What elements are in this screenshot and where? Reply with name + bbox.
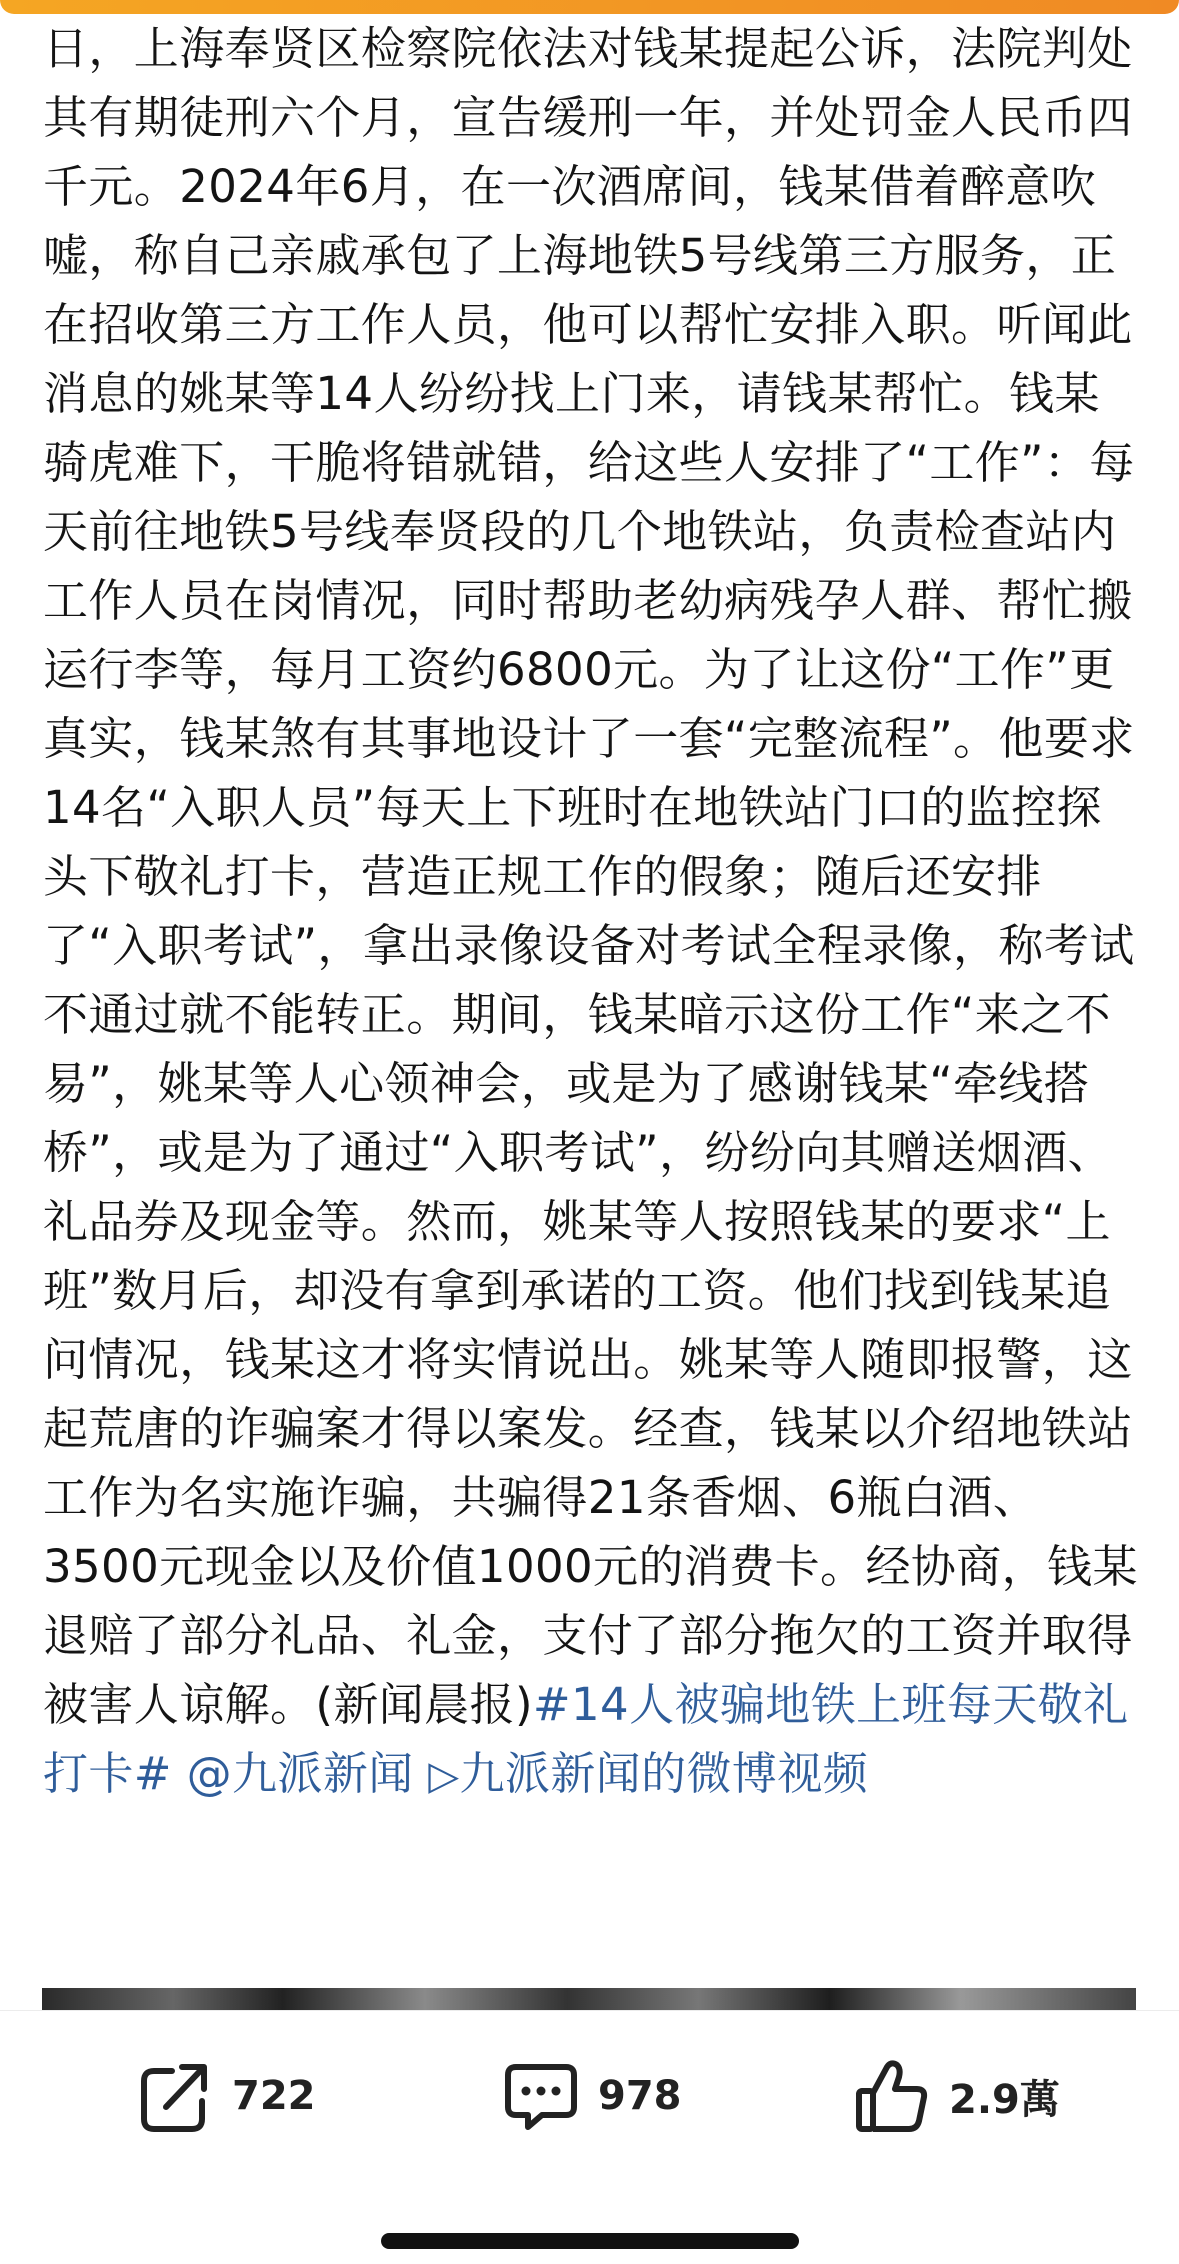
mention-link[interactable]: @九派新闻 <box>186 1747 414 1800</box>
post-body <box>43 14 1143 1811</box>
comment-count: 978 <box>598 2073 682 2119</box>
action-bar <box>0 2010 1179 2171</box>
video-link[interactable]: 九派新闻的微博视频 <box>459 1747 869 1800</box>
share-icon <box>136 2057 214 2135</box>
share-button[interactable] <box>136 2056 316 2136</box>
like-count: 2.9萬 <box>949 2076 1060 2123</box>
comment-button[interactable] <box>502 2056 682 2136</box>
share-count: 722 <box>232 2073 316 2119</box>
like-button[interactable] <box>853 2056 1060 2136</box>
thumbs-up-icon <box>853 2057 931 2135</box>
comment-icon <box>502 2057 580 2135</box>
hashtag-link[interactable]: #14人被骗地铁上班每天敬礼打卡# <box>43 1678 1129 1800</box>
home-indicator[interactable] <box>381 2233 799 2249</box>
video-icon: ▷ <box>428 1753 460 1799</box>
video-thumbnail[interactable] <box>42 1988 1136 2010</box>
post-body-text: 日，上海奉贤区检察院依法对钱某提起公诉，法院判处其有期徒刑六个月，宣告缓刑一年，并处罚金人民币四千元。2024年6月，在一次酒席间，钱某借着醉意吹嘘，称自己亲戚承包了上海地铁5号线第三方服务，正在招收第三方工作人员，他可以帮忙安排入职。听闻此消息的姚某等14人纷纷找上门来，请钱某帮忙。钱某骑虎难下，干脆将错就错，给这些人安排了“工作”：每天前往地铁5号线奉贤段的几个地铁站，负责检查站内工作人员在岗情况，同时帮助老幼病残孕人群、帮忙搬运行李等，每月工资约6800元。为了让这份“工作”更真实，钱某煞有其事地设计了一套“完整流程”。他要求14名“入职人员”每天上下班时在地铁站门口的监控探头下敬礼打卡，营造正规工作的假象；随后还安排了“入职考试”，拿出录像设备对考试全程录像，称考试不通过就不能转正。期间，钱某暗示这份工作“来之不易”，姚某等人心领神会，或是为了感谢钱某“牵线搭桥”，或是为了通过“入职考试”，纷纷向其赠送烟酒、礼品券及现金等。然而，姚某等人按照钱某的要求“上班”数月后，却没有拿到承诺的工资。他们找到钱某追问情况，钱某这才将实情说出。姚某等人随即报警，这起荒唐的诈骗案才得以案发。经查，钱某以介绍地铁站工作为名实施诈骗，共骗得21条香烟、6瓶白酒、3500元现金以及价值1000元的消费卡。经协商，钱某退赔了部分礼品、礼金，支付了部分拖欠的工资并取得被害人谅解。(新闻晨报) <box>43 22 1138 1731</box>
top-accent-bar <box>0 0 1179 14</box>
